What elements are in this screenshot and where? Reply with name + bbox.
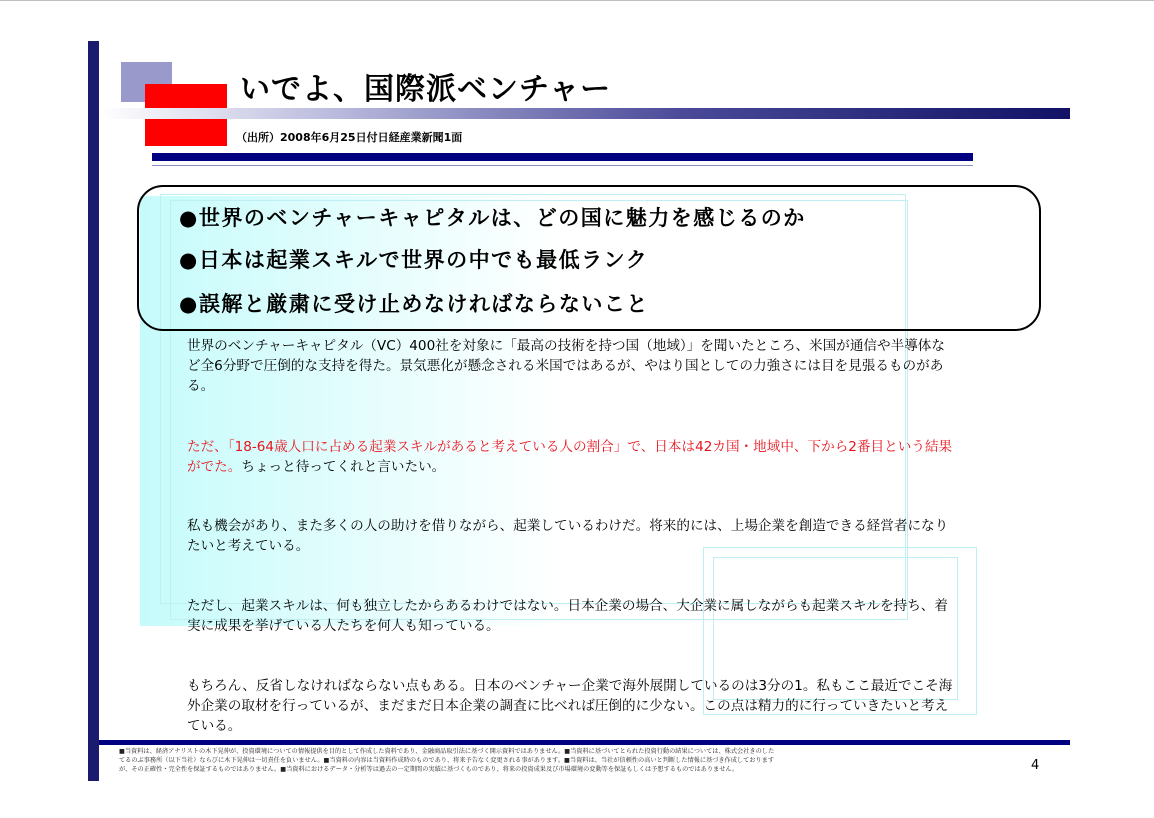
source-citation: （出所）2008年6月25日付日経産業新聞1面 — [236, 131, 463, 144]
body-paragraph-3: 私も機会があり、また多くの人の助けを借りながら、起業しているわけだ。将来的には、上場企業を創造できる経営者になりたいと考えている。 — [187, 518, 949, 554]
body-text: ちょっと待ってくれと言いたい。 — [241, 459, 446, 475]
disclaimer-line: てるのぶ事務所（以下当社）ならびに木下晃伸は一切責任を負いません。■当資料の内容は当資料作成時のものであり、将来予告なく変更される事があります。■当資料は、当社が信頼性の高いと判断した情報に基づき作成しております — [119, 757, 775, 764]
highlight-text: ただ、「18-64歳人口に占める起業スキルがあると考えている人の割合」で、日本は42カ国・地域中、下から2番目という結果がでた。 — [187, 439, 953, 475]
footer-bar — [99, 740, 1070, 745]
thin-divider-line — [152, 165, 973, 166]
disclaimer — [119, 747, 999, 774]
title-gradient-bar — [99, 108, 1070, 119]
page-number: 4 — [1031, 758, 1040, 773]
body-paragraph-1: 世界のベンチャーキャピタル（VC）400社を対象に「最高の技術を持つ国（地域）」を聞いたところ、米国が通信や半導体など全6分野で圧倒的な支持を得た。景気悪化が懸念される米国ではあるが、やはり国としての力強さには目を見張るものがある。 — [187, 338, 945, 394]
navy-divider-bar — [152, 153, 973, 161]
top-border-line — [0, 0, 1154, 1]
summary-bullet: ●世界のベンチャーキャピタルは、どの国に魅力を感じるのか — [179, 206, 806, 230]
disclaimer-line: が、その正確性・完全性を保証するものではありません。■当資料におけるデータ・分析等は過去の一定期間の実績に基づくものであり、将来の投資成果及び市場環境の変動等を保証もしくは予想するものではありません。 — [119, 766, 739, 773]
body-paragraph-5: もちろん、反省しなければならない点もある。日本のベンチャー企業で海外展開しているのは3分の1。私もここ最近でこそ海外企業の取材を行っているが、まだまだ日本企業の調査に比べれば圧倒的に少ない。この点は精力的に行っていきたいと考えている。 — [187, 678, 953, 734]
disclaimer-line: ■当資料は、経済アナリストの木下晃伸が、投資環境についての情報提供を目的として作成した資料であり、金融商品取引法に基づく開示資料ではありません。■当資料に基づいてとられた投資行動の結果については、株式会社きのした — [119, 748, 775, 755]
body-paragraph-2 — [187, 437, 957, 477]
summary-bullet: ●誤解と厳粛に受け止めなければならないこと — [179, 292, 649, 316]
left-accent-bar — [88, 41, 99, 781]
slide-title: いでよ、国際派ベンチャー — [240, 72, 612, 107]
body-paragraph-4: ただし、起業スキルは、何も独立したからあるわけではない。日本企業の場合、大企業に属しながらも起業スキルを持ち、着実に成果を挙げている人たちを何人も知っている。 — [187, 598, 948, 634]
summary-bullet: ●日本は起業スキルで世界の中でも最低ランク — [179, 248, 649, 272]
